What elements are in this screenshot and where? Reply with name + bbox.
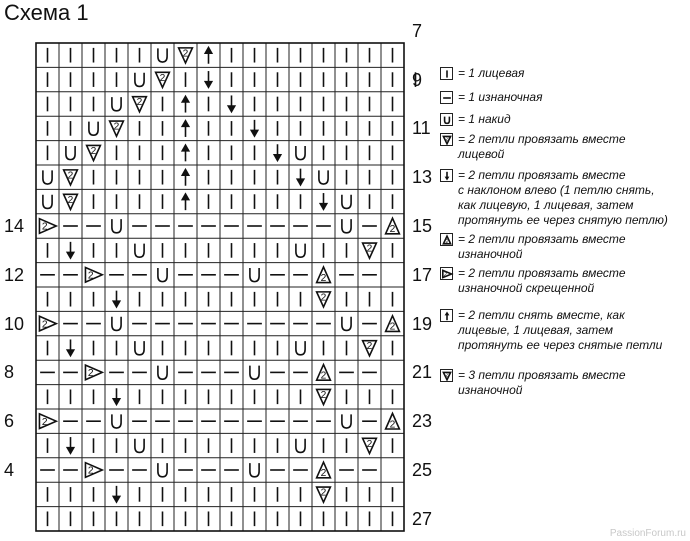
yarn-over-cell bbox=[158, 48, 167, 62]
ssk-cell bbox=[66, 437, 75, 455]
k2tog-cell bbox=[363, 438, 377, 453]
p2tog-tbl-cell bbox=[85, 267, 102, 282]
p2tog-cell bbox=[386, 316, 400, 333]
yarn-over-cell bbox=[135, 439, 144, 453]
row-number-right: 19 bbox=[412, 313, 433, 334]
svg-text:2: 2 bbox=[159, 72, 166, 84]
svg-text:2: 2 bbox=[41, 319, 48, 331]
yarn-over-cell bbox=[89, 122, 98, 136]
svg-text:2: 2 bbox=[41, 416, 48, 428]
knit-icon bbox=[440, 67, 453, 80]
k2tog-cell bbox=[110, 121, 124, 136]
k2tog-cell bbox=[363, 243, 377, 258]
yarn-over-cell bbox=[112, 97, 121, 111]
svg-text:2: 2 bbox=[87, 270, 94, 282]
legend-text: = 3 петли провязать вместе изнаночной bbox=[458, 368, 626, 397]
ssk-cell bbox=[112, 486, 121, 504]
yarn-over-cell bbox=[296, 439, 305, 453]
yarn-over-cell bbox=[296, 244, 305, 258]
k2tog-cell bbox=[64, 170, 78, 185]
ssk-cell bbox=[250, 120, 259, 138]
ssk-icon bbox=[440, 169, 453, 182]
svg-text:2: 2 bbox=[90, 146, 97, 158]
row-number-right: 25 bbox=[412, 460, 433, 480]
svg-text:2: 2 bbox=[67, 194, 74, 206]
row-number-right: 13 bbox=[412, 167, 433, 188]
p3tog-cell bbox=[133, 97, 147, 112]
row-number-right: 27 bbox=[412, 508, 433, 529]
svg-text:2: 2 bbox=[320, 370, 327, 382]
yarn-over-cell bbox=[296, 146, 305, 160]
legend-text: = 2 петли провязать вместе с наклоном влево (1 петлю снять, как лицевую, 1 лицевая, затем протянуть ее через снятую петлю) bbox=[458, 168, 668, 227]
p2tog-tbl-cell bbox=[39, 316, 56, 331]
svg-text:2: 2 bbox=[320, 487, 327, 499]
p2tog-tbl-icon bbox=[440, 267, 453, 280]
ssk-cell bbox=[227, 95, 236, 113]
k2tog-cell bbox=[317, 487, 331, 502]
yarn-over-icon bbox=[440, 113, 453, 126]
legend-text: = 1 лицевая bbox=[458, 66, 525, 80]
row-number-left: 6 bbox=[4, 411, 15, 432]
p3tog-cell bbox=[64, 194, 78, 209]
yarn-over-cell bbox=[319, 170, 328, 184]
purl-icon bbox=[440, 91, 453, 104]
svg-text:2: 2 bbox=[389, 419, 396, 431]
k2tog-cell bbox=[363, 341, 377, 356]
svg-text:2: 2 bbox=[182, 48, 189, 60]
cdd-cell bbox=[181, 168, 190, 186]
svg-text:2: 2 bbox=[67, 170, 74, 182]
p3tog-cell bbox=[87, 145, 101, 160]
row-number-right: 7 bbox=[412, 20, 423, 41]
cdd-cell bbox=[181, 119, 190, 137]
p2tog-tbl-cell bbox=[85, 365, 102, 380]
chart-title: Схема 1 bbox=[4, 0, 89, 25]
k2tog-cell bbox=[317, 389, 331, 404]
svg-text:2: 2 bbox=[389, 321, 396, 333]
yarn-over-cell bbox=[342, 219, 351, 233]
yarn-over-cell bbox=[112, 414, 121, 428]
svg-text:2: 2 bbox=[113, 121, 120, 133]
row-number-right: 15 bbox=[412, 216, 433, 236]
row-number-left: 4 bbox=[4, 460, 15, 480]
svg-text:2: 2 bbox=[320, 468, 327, 480]
k2tog-icon bbox=[440, 133, 453, 146]
svg-text:2: 2 bbox=[87, 368, 94, 380]
yarn-over-cell bbox=[296, 341, 305, 355]
ssk-cell bbox=[319, 193, 328, 211]
k2tog-cell bbox=[156, 72, 170, 87]
yarn-over-cell bbox=[135, 73, 144, 87]
yarn-over-cell bbox=[158, 268, 167, 282]
svg-text:2: 2 bbox=[366, 438, 373, 450]
yarn-over-cell bbox=[158, 366, 167, 380]
cdd-cell bbox=[181, 192, 190, 210]
svg-text:2: 2 bbox=[320, 272, 327, 284]
svg-text:2: 2 bbox=[366, 243, 373, 255]
svg-text:2: 2 bbox=[87, 465, 94, 477]
row-number-right: 11 bbox=[412, 118, 431, 139]
p2tog-icon bbox=[440, 233, 453, 246]
legend-text: = 1 изнаночная bbox=[458, 90, 543, 104]
svg-text:2: 2 bbox=[445, 136, 449, 143]
yarn-over-cell bbox=[66, 146, 75, 160]
svg-text:2: 2 bbox=[320, 292, 327, 304]
ssk-cell bbox=[296, 169, 305, 187]
svg-text:2: 2 bbox=[366, 341, 373, 353]
row-number-left: 14 bbox=[4, 216, 25, 236]
yarn-over-cell bbox=[158, 463, 167, 477]
cdd-cell bbox=[181, 95, 190, 113]
row-number-left: 8 bbox=[4, 362, 15, 383]
yarn-over-cell bbox=[43, 170, 52, 184]
yarn-over-cell bbox=[250, 268, 259, 282]
yarn-over-cell bbox=[342, 414, 351, 428]
p2tog-cell bbox=[386, 218, 400, 235]
ssk-cell bbox=[66, 339, 75, 357]
row-number-right: 21 bbox=[412, 362, 433, 383]
yarn-over-cell bbox=[135, 341, 144, 355]
legend-text: = 2 петли провязать вместе изнаночной bbox=[458, 232, 626, 261]
yarn-over-cell bbox=[342, 195, 351, 209]
cdd-cell bbox=[181, 144, 190, 162]
p3tog-icon bbox=[440, 369, 453, 382]
yarn-over-cell bbox=[112, 317, 121, 331]
yarn-over-cell bbox=[112, 219, 121, 233]
svg-text:2: 2 bbox=[136, 97, 143, 109]
ssk-cell bbox=[273, 144, 282, 162]
yarn-over-cell bbox=[342, 317, 351, 331]
legend-text: = 1 накид bbox=[458, 112, 511, 126]
ssk-cell bbox=[66, 242, 75, 260]
row-number-right: 9 bbox=[412, 69, 423, 90]
p2tog-cell bbox=[317, 462, 331, 479]
svg-text:2: 2 bbox=[41, 221, 48, 233]
watermark: PassionForum.ru bbox=[609, 528, 686, 539]
svg-text:2: 2 bbox=[444, 271, 447, 278]
k2tog-cell bbox=[317, 292, 331, 307]
yarn-over-cell bbox=[250, 463, 259, 477]
svg-text:2: 2 bbox=[445, 239, 449, 245]
ssk-cell bbox=[112, 388, 121, 406]
row-number-right: 17 bbox=[412, 264, 433, 285]
p2tog-cell bbox=[317, 365, 331, 382]
cdd-cell bbox=[204, 46, 213, 64]
svg-text:2: 2 bbox=[320, 390, 327, 402]
row-number-left: 10 bbox=[4, 313, 25, 334]
legend-text: = 2 петли снять вместе, как лицевые, 1 лицевая, затем протянуть ее через снятые петли bbox=[458, 308, 663, 352]
p2tog-tbl-cell bbox=[39, 219, 56, 234]
ssk-cell bbox=[112, 291, 121, 309]
legend-text: = 2 петли провязать вместе лицевой bbox=[458, 132, 626, 161]
cdd-icon bbox=[440, 309, 453, 322]
yarn-over-cell bbox=[250, 366, 259, 380]
row-number-left: 12 bbox=[4, 264, 25, 285]
ssk-cell bbox=[204, 71, 213, 89]
p2tog-cell bbox=[386, 413, 400, 430]
p2tog-cell bbox=[317, 267, 331, 284]
p3tog-cell bbox=[179, 48, 193, 63]
svg-text:2: 2 bbox=[389, 224, 396, 236]
yarn-over-cell bbox=[43, 195, 52, 209]
yarn-over-cell bbox=[135, 244, 144, 258]
legend-text: = 2 петли провязать вместе изнаночной скрещенной bbox=[458, 266, 626, 295]
row-number-right: 23 bbox=[412, 411, 433, 432]
p2tog-tbl-cell bbox=[85, 463, 102, 478]
svg-text:2: 2 bbox=[445, 372, 449, 379]
p2tog-tbl-cell bbox=[39, 414, 56, 429]
